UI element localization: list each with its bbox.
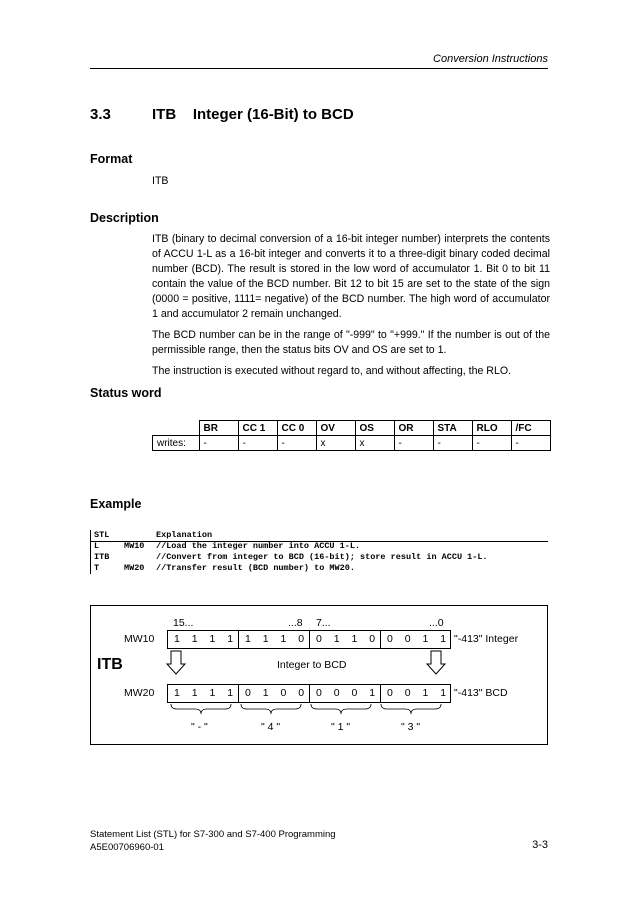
section-number: 3.3 bbox=[90, 106, 111, 123]
bit-cell: 1 bbox=[351, 633, 358, 645]
status-row-label: writes: bbox=[153, 436, 200, 451]
status-cell: - bbox=[472, 436, 511, 451]
footer-doc-number: A5E00706960-01 bbox=[90, 842, 164, 853]
status-col-os: OS bbox=[355, 421, 394, 436]
stl-row bbox=[90, 541, 548, 552]
digit-brace bbox=[381, 704, 441, 714]
status-word-corner bbox=[153, 421, 200, 436]
bit-cell: 1 bbox=[244, 633, 251, 645]
bit-cell: 1 bbox=[440, 687, 447, 699]
bcd-digit: " 1 " bbox=[331, 721, 351, 733]
bit-cell: 0 bbox=[351, 687, 358, 699]
bit-label-0: ...0 bbox=[429, 617, 444, 629]
stl-operand: MW20 bbox=[124, 563, 145, 573]
description-paragraph: ITB (binary to decimal conversion of a 16-bit integer number) interprets the contents of ACCU 1-L as a 16-bit integer and converts it to a three-digit binary coded decimal number (BCD). The result is stored in the low word of accumulator 1. Bit 0 to bit 11 contain the value of the BCD number. Bit 12 to bit 15 are set to the state of the sign (0000 = positive, 1111= negative) of the BCD number. The high word of accumulator 1 and accumulator 2 remain unchanged. bbox=[152, 233, 550, 320]
itb-conversion-diagram bbox=[90, 605, 548, 745]
page-number: 3-3 bbox=[532, 839, 548, 851]
bit-cell: 1 bbox=[227, 687, 234, 699]
status-cell: - bbox=[277, 436, 316, 451]
diagram-itb-label: ITB bbox=[97, 656, 123, 673]
status-col-ov: OV bbox=[316, 421, 355, 436]
status-cell: - bbox=[394, 436, 433, 451]
bcd-digit-sign: " - " bbox=[191, 721, 208, 733]
nibble-divider bbox=[309, 685, 310, 702]
bit-cell: 0 bbox=[298, 687, 305, 699]
digit-brace bbox=[241, 704, 301, 714]
description-heading: Description bbox=[90, 211, 159, 225]
bit-cell: 1 bbox=[209, 633, 216, 645]
down-arrow-icon bbox=[167, 651, 185, 674]
stl-example-listing bbox=[90, 530, 548, 574]
status-col-br: BR bbox=[199, 421, 238, 436]
stl-comment: //Load the integer number into ACCU 1-L. bbox=[156, 541, 361, 551]
mw10-value: "-413" Integer bbox=[454, 633, 519, 645]
bit-cell: 0 bbox=[386, 687, 393, 699]
conversion-label: Integer to BCD bbox=[277, 659, 347, 671]
section-title: ITB Integer (16-Bit) to BCD bbox=[152, 106, 354, 123]
bit-label-15: 15... bbox=[173, 617, 194, 629]
status-cell: - bbox=[511, 436, 550, 451]
bcd-digit: " 3 " bbox=[401, 721, 421, 733]
nibble-divider bbox=[380, 685, 381, 702]
bit-cell: 0 bbox=[280, 687, 287, 699]
bit-cell: 1 bbox=[191, 687, 198, 699]
bit-cell: 1 bbox=[369, 687, 376, 699]
status-col-sta: STA bbox=[433, 421, 472, 436]
stl-row bbox=[90, 552, 548, 563]
stl-header-explanation: Explanation bbox=[156, 530, 213, 540]
bit-cell: 1 bbox=[209, 687, 216, 699]
bit-cell: 0 bbox=[404, 633, 411, 645]
stl-row bbox=[90, 563, 548, 574]
header-rule bbox=[90, 68, 548, 69]
bit-cell: 1 bbox=[227, 633, 234, 645]
bit-cell: 0 bbox=[244, 687, 251, 699]
bit-cell: 1 bbox=[173, 633, 180, 645]
digit-brace bbox=[171, 704, 231, 714]
stl-header-row bbox=[90, 530, 548, 541]
digit-brace bbox=[311, 704, 371, 714]
example-heading: Example bbox=[90, 497, 142, 511]
footer-manual-title: Statement List (STL) for S7-300 and S7-400 Programming bbox=[90, 829, 336, 840]
stl-header-stl: STL bbox=[94, 530, 110, 540]
description-body bbox=[152, 232, 550, 385]
stl-comment: //Convert from integer to BCD (16-bit); store result in ACCU 1-L. bbox=[156, 552, 488, 562]
format-heading: Format bbox=[90, 152, 133, 166]
conversion-arrows bbox=[91, 606, 547, 744]
bit-label-8: ...8 bbox=[288, 617, 303, 629]
status-col-cc0: CC 0 bbox=[277, 421, 316, 436]
stl-instruction: ITB bbox=[94, 552, 110, 562]
mw20-label: MW20 bbox=[124, 687, 155, 699]
status-cell: - bbox=[433, 436, 472, 451]
bit-cell: 1 bbox=[422, 687, 429, 699]
status-cell: x bbox=[316, 436, 355, 451]
bit-cell: 1 bbox=[191, 633, 198, 645]
bit-cell: 1 bbox=[262, 687, 269, 699]
status-cell: - bbox=[199, 436, 238, 451]
status-col-rlo: RLO bbox=[472, 421, 511, 436]
status-word-writes-row bbox=[153, 436, 551, 451]
status-col-cc1: CC 1 bbox=[238, 421, 277, 436]
status-word-heading: Status word bbox=[90, 386, 162, 400]
status-word-table bbox=[152, 420, 551, 451]
bit-cell: 1 bbox=[440, 633, 447, 645]
bit-cell: 0 bbox=[315, 687, 322, 699]
status-cell: x bbox=[355, 436, 394, 451]
bit-cell: 0 bbox=[315, 633, 322, 645]
status-cell: - bbox=[238, 436, 277, 451]
bit-cell: 0 bbox=[369, 633, 376, 645]
stl-operand: MW10 bbox=[124, 541, 145, 551]
format-text: ITB bbox=[152, 175, 169, 187]
bit-cell: 0 bbox=[386, 633, 393, 645]
mw10-label: MW10 bbox=[124, 633, 155, 645]
down-arrow-icon bbox=[427, 651, 445, 674]
stl-instruction: T bbox=[94, 563, 100, 573]
bit-cell: 0 bbox=[333, 687, 340, 699]
status-col-fc: /FC bbox=[511, 421, 550, 436]
status-col-or: OR bbox=[394, 421, 433, 436]
description-paragraph: The BCD number can be in the range of "-999" to "+999." If the number is out of the permissible range, then the status bits OV and OS are set to 1. bbox=[152, 329, 550, 356]
bit-cell: 1 bbox=[422, 633, 429, 645]
bit-cell: 0 bbox=[404, 687, 411, 699]
description-paragraph: The instruction is executed without regard to, and without affecting, the RLO. bbox=[152, 365, 512, 377]
footer-left bbox=[90, 828, 336, 854]
stl-instruction: L bbox=[94, 541, 100, 551]
mw20-bit-box bbox=[167, 684, 451, 703]
status-word-header-row bbox=[153, 421, 551, 436]
bit-cell: 1 bbox=[333, 633, 340, 645]
nibble-divider bbox=[238, 685, 239, 702]
bit-cell: 0 bbox=[298, 633, 305, 645]
running-header-title: Conversion Instructions bbox=[433, 53, 548, 65]
bcd-digit: " 4 " bbox=[261, 721, 281, 733]
bit-cell: 1 bbox=[280, 633, 287, 645]
bit-cell: 1 bbox=[173, 687, 180, 699]
bit-cell: 1 bbox=[262, 633, 269, 645]
bit-label-7: 7... bbox=[316, 617, 331, 629]
mw20-value: "-413" BCD bbox=[454, 687, 508, 699]
stl-comment: //Transfer result (BCD number) to MW20. bbox=[156, 563, 355, 573]
